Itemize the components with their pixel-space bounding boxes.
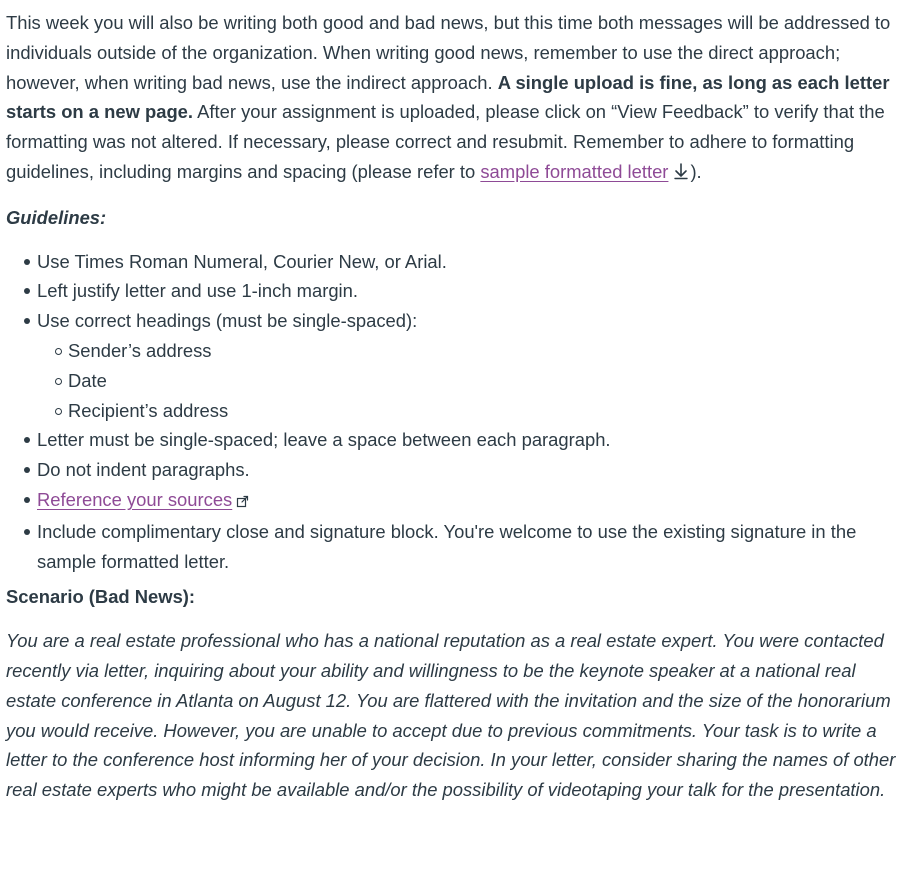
list-item [37,425,900,455]
reference-sources-link[interactable] [37,489,232,510]
intro-text-3: ). [690,160,702,182]
intro-text-2: After your assignment is uploaded, please click on “View Feedback” to verify that the formatting was not altered. If necessary, please correct and resubmit. Remember to adhere to formatting guidelines, including margins and spacing (please refer to [6,101,885,182]
intro-bold-note: A single upload is fine, as long as each letter starts on a new page. [6,71,890,123]
sample-letter-link-label: sample formatted letter [480,160,669,182]
headings-sublist [37,336,900,425]
list-item-text: Use correct headings (must be single-spaced): [37,310,418,332]
sublist-item-text: Sender’s address [68,339,212,361]
sublist-item [68,366,900,396]
list-item [37,276,900,306]
guidelines-heading: Guidelines: [6,206,107,228]
list-item [37,306,900,425]
list-item [37,247,900,277]
sublist-item-text: Date [68,369,107,391]
sublist-item [68,396,900,426]
scenario-heading: Scenario (Bad News): [6,586,196,608]
list-item [37,485,900,517]
list-item-text: Include complimentary close and signature block. You're welcome to use the existing signature in the sample formatted letter. [37,520,857,572]
list-item-text: Letter must be single-spaced; leave a space between each paragraph. [37,429,611,451]
scenario-text: You are a real estate professional who has a national reputation as a real estate expert. You were contacted recently via letter, inquiring about your ability and willingness to be the keynote speaker at a national real estate conference in Atlanta on August 12. You are flattered with the invitation and the size of the honorarium you would receive. However, you are unable to accept due to previous commitments. Your task is to write a letter to the conference host informing her of your decision. In your letter, consider sharing the names of other real estate experts who might be available and/or the possibility of videotaping your talk for the presentation. [6,630,896,801]
list-item-text: Use Times Roman Numeral, Courier New, or Arial. [37,250,447,272]
download-icon [672,159,690,189]
list-item [37,517,900,577]
list-item-text: Do not indent paragraphs. [37,459,250,481]
external-link-icon[interactable] [236,487,249,517]
guidelines-list [6,247,900,577]
list-item [37,455,900,485]
sublist-item-text: Recipient’s address [68,399,229,421]
intro-paragraph [6,8,900,189]
sample-letter-link[interactable] [480,161,690,182]
sublist-item [68,336,900,366]
reference-sources-label: Reference your sources [37,488,233,510]
list-item-text: Left justify letter and use 1-inch margin. [37,280,358,302]
intro-text-1: This week you will also be writing both good and bad news, but this time both messages will be addressed to individuals outside of the organization. When writing good news, remember to use the direct approach; however, when writing bad news, use the indirect approach. [6,12,891,93]
